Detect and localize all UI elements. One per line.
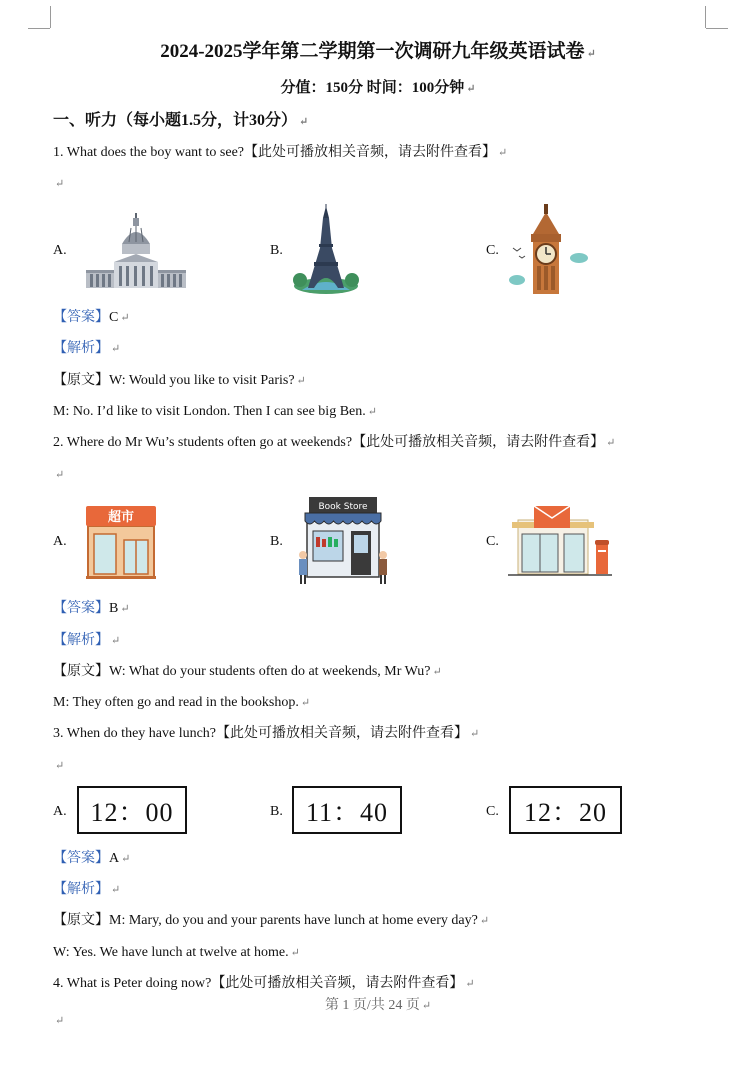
option-b-label: B. bbox=[270, 534, 283, 549]
book-store-image bbox=[297, 495, 389, 585]
question-1: 1. What does the boy want to see?【此处可播放相关音频，请去附件查看】 ↵ bbox=[53, 145, 508, 160]
option-b-label: B. bbox=[270, 804, 283, 819]
option-a-label: A. bbox=[53, 534, 67, 549]
time-box-a: 12：00 bbox=[77, 786, 187, 834]
page-title: 2024-2025学年第二学期第一次调研九年级英语试卷 ↵ bbox=[160, 41, 596, 62]
original-text-line: 【原文】W: Would you like to visit Paris? ↵ bbox=[53, 373, 306, 388]
answer-line: 【答案】C ↵ bbox=[53, 310, 130, 325]
supermarket-sign: 超市 bbox=[107, 510, 135, 525]
original-text-line: 【原文】W: What do your students often do at weekends, Mr Wu? ↵ bbox=[53, 664, 442, 679]
page-footer: 第 1 页/共 24 页 ↵ bbox=[324, 998, 432, 1013]
crop-mark-top-left bbox=[28, 28, 50, 29]
original-text-line: 【原文】M: Mary, do you and your parents have lunch at home every day? ↵ bbox=[53, 913, 490, 928]
option-c-label: C. bbox=[486, 534, 499, 549]
option-b-label: B. bbox=[270, 243, 283, 258]
question-2: 2. Where do Mr Wu’s students often go at weekends?【此处可播放相关音频，请去附件查看】 ↵ bbox=[53, 435, 616, 450]
question-3: 3. When do they have lunch?【此处可播放相关音频，请去附件查看】 ↵ bbox=[53, 726, 480, 741]
option-c-label: C. bbox=[486, 243, 499, 258]
page-subtitle: 分值：150分 时间：100分钟 ↵ bbox=[280, 80, 476, 96]
supermarket-image bbox=[84, 504, 158, 580]
book-store-sign: Book Store bbox=[318, 502, 368, 512]
empty-paragraph: ↵ bbox=[55, 469, 65, 481]
crop-mark-top-right bbox=[705, 6, 706, 28]
original-text-line: W: Yes. We have lunch at twelve at home. ↵ bbox=[53, 945, 300, 960]
post-office-image bbox=[508, 504, 612, 578]
crop-mark-top-right bbox=[706, 28, 728, 29]
question-4: 4. What is Peter doing now?【此处可播放相关音频，请去附件查看】 ↵ bbox=[53, 976, 475, 991]
option-a-label: A. bbox=[53, 804, 67, 819]
answer-line: 【答案】B ↵ bbox=[53, 601, 130, 616]
analysis-line: 【解析】 ↵ bbox=[53, 341, 121, 356]
crop-mark-top-left bbox=[50, 6, 51, 28]
empty-paragraph: ↵ bbox=[55, 760, 65, 772]
answer-line: 【答案】A ↵ bbox=[53, 851, 131, 866]
option-a-label: A. bbox=[53, 243, 67, 258]
time-box-b: 11：40 bbox=[292, 786, 402, 834]
eiffel-tower-image bbox=[292, 204, 360, 296]
big-ben-image bbox=[507, 204, 589, 296]
time-box-c: 12：20 bbox=[509, 786, 622, 834]
section-heading: 一、听力（每小题1.5分，计30分） ↵ bbox=[53, 112, 309, 129]
empty-paragraph: ↵ bbox=[55, 1015, 65, 1027]
analysis-line: 【解析】 ↵ bbox=[53, 882, 121, 897]
capitol-building-image bbox=[84, 212, 188, 292]
original-text-line: M: They often go and read in the bookshop. ↵ bbox=[53, 695, 311, 710]
empty-paragraph: ↵ bbox=[55, 178, 65, 190]
option-c-label: C. bbox=[486, 804, 499, 819]
original-text-line: M: No. I’d like to visit London. Then I can see big Ben. ↵ bbox=[53, 404, 377, 419]
analysis-line: 【解析】 ↵ bbox=[53, 633, 121, 648]
